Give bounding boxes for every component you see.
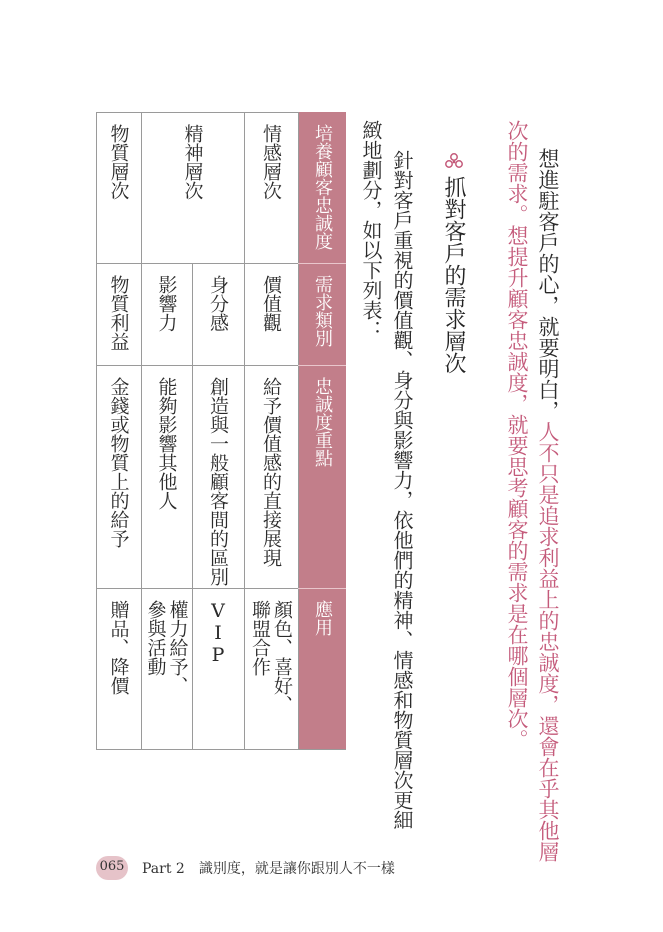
grid-line — [96, 112, 298, 113]
running-footer: Part 2 識別度，就是讓你跟別人不一樣 — [142, 861, 395, 877]
category-cell: 價值觀 — [260, 275, 282, 332]
table-row — [96, 263, 141, 365]
application-text: 顏色、喜好、聯盟合作 — [249, 600, 293, 714]
grid-line — [298, 112, 299, 750]
level-label: 情感層次 — [260, 124, 282, 200]
flower-icon — [444, 152, 464, 172]
focus-text: 能夠影響其他人 — [155, 377, 178, 510]
focus-text: 給予價值感的直接展現 — [260, 377, 282, 567]
grid-line — [96, 112, 97, 750]
intro-line-1-plain: 想進駐客戶的心，就要明白， — [536, 148, 560, 421]
page-number: 065 — [99, 859, 125, 874]
category-cell: 影響力 — [155, 275, 178, 332]
header-label: 需求類別 — [312, 275, 333, 347]
level-label: 物質層次 — [107, 124, 130, 200]
level-cell-emotional — [244, 112, 298, 263]
table-header-cell — [298, 365, 346, 588]
grid-line — [96, 263, 298, 264]
level-cell-material — [96, 112, 141, 263]
table-header-cell — [298, 588, 346, 750]
table-header-cell — [298, 263, 346, 365]
grid-line — [141, 112, 142, 750]
category-cell: 身分感 — [207, 275, 229, 332]
body-line-1: 針對客戶重視的價值觀、身分與影響力，依他們的精神、情感和物質層次更細 — [390, 150, 414, 830]
application-cell — [244, 588, 298, 750]
application-cell — [96, 588, 141, 750]
header-divider — [298, 263, 346, 264]
intro-line-2: 次的需求。想提升顧客忠誠度，就要思考顧客的需求是在哪個層次。 — [505, 120, 529, 750]
section-heading: 抓對客戶的需求層次 — [441, 176, 466, 374]
intro-line-1 — [535, 148, 561, 862]
focus-cell — [96, 365, 141, 588]
loyalty-table — [96, 112, 346, 750]
level-label: 精神層次 — [181, 124, 204, 200]
body-line-2: 緻地劃分，如以下列表： — [359, 120, 383, 340]
focus-cell — [192, 365, 244, 588]
grid-line — [244, 112, 245, 750]
grid-line — [192, 263, 193, 750]
level-cell-spiritual — [141, 112, 244, 263]
table-header-cell — [298, 112, 346, 263]
focus-cell — [141, 365, 192, 588]
grid-line — [96, 365, 298, 366]
header-divider — [298, 365, 346, 366]
table-row — [141, 263, 192, 365]
grid-line — [96, 588, 298, 589]
application-text: 權力給予、參與活動 — [144, 600, 189, 695]
focus-text: 金錢或物質上的給予 — [107, 377, 130, 548]
header-label: 培養顧客忠誠度 — [312, 124, 333, 250]
application-cell — [141, 588, 192, 750]
header-label: 忠誠度重點 — [312, 377, 333, 467]
table-row — [192, 263, 244, 365]
intro-line-1-highlight: 人不只是追求利益上的忠誠度，還會在乎其他層 — [536, 421, 560, 862]
application-text: VIP — [207, 600, 229, 666]
application-text: 贈品、降價 — [107, 600, 130, 695]
table-row — [244, 263, 298, 365]
application-cell — [192, 588, 244, 750]
category-cell: 物質利益 — [107, 275, 130, 351]
header-divider — [298, 588, 346, 589]
grid-line — [96, 749, 346, 750]
focus-cell — [244, 365, 298, 588]
focus-text: 創造與一般顧客間的區別 — [207, 377, 229, 586]
header-label: 應用 — [312, 600, 333, 636]
